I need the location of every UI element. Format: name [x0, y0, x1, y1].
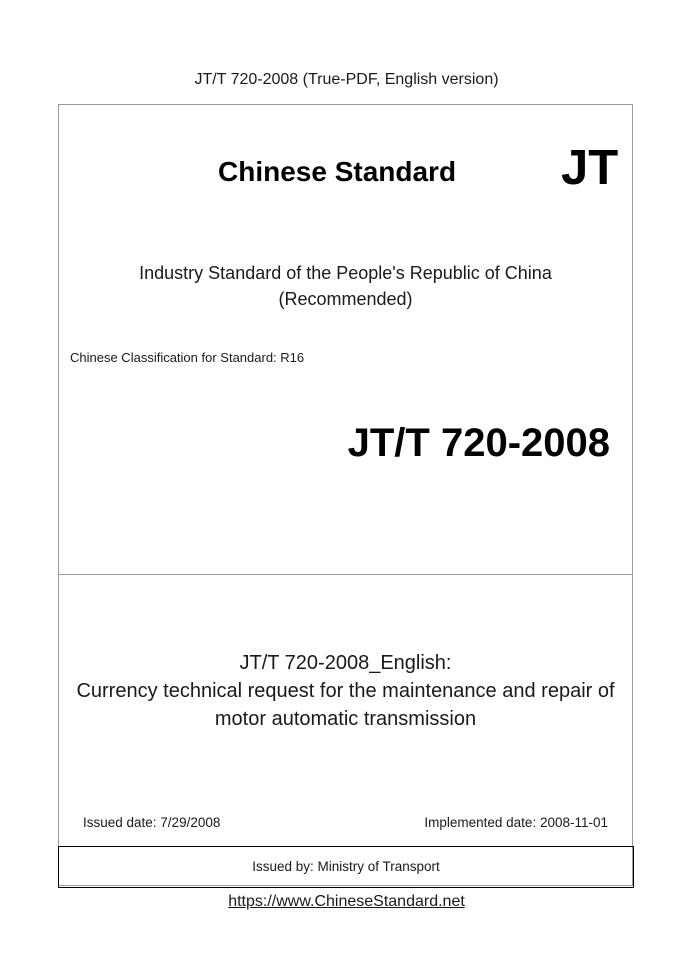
industry-line-2: (Recommended): [278, 289, 413, 309]
industry-line-1: Industry Standard of the People's Republic of China: [139, 263, 552, 283]
section-divider: [58, 574, 633, 575]
issued-date: Issued date: 7/29/2008: [83, 815, 221, 830]
english-title-line-1: JT/T 720-2008_English:: [239, 652, 452, 674]
implemented-date: Implemented date: 2008-11-01: [424, 815, 608, 830]
cover-frame: [58, 104, 633, 886]
standard-number: JT/T 720-2008: [347, 421, 610, 465]
page-header: JT/T 720-2008 (True-PDF, English version): [194, 71, 499, 88]
classification-text: Chinese Classification for Standard: R16: [70, 350, 305, 365]
issuer-text: Issued by: Ministry of Transport: [252, 859, 440, 874]
english-title-line-2: Currency technical request for the maintenance and repair of: [76, 680, 615, 702]
website-link[interactable]: https://www.ChineseStandard.net: [228, 893, 465, 910]
cover-title: Chinese Standard: [218, 156, 457, 187]
english-title-line-3: motor automatic transmission: [214, 708, 477, 730]
standard-code: JT: [561, 141, 619, 195]
issuer-box: [58, 846, 634, 888]
english-title: [58, 649, 633, 733]
industry-standard-text: [58, 260, 633, 312]
